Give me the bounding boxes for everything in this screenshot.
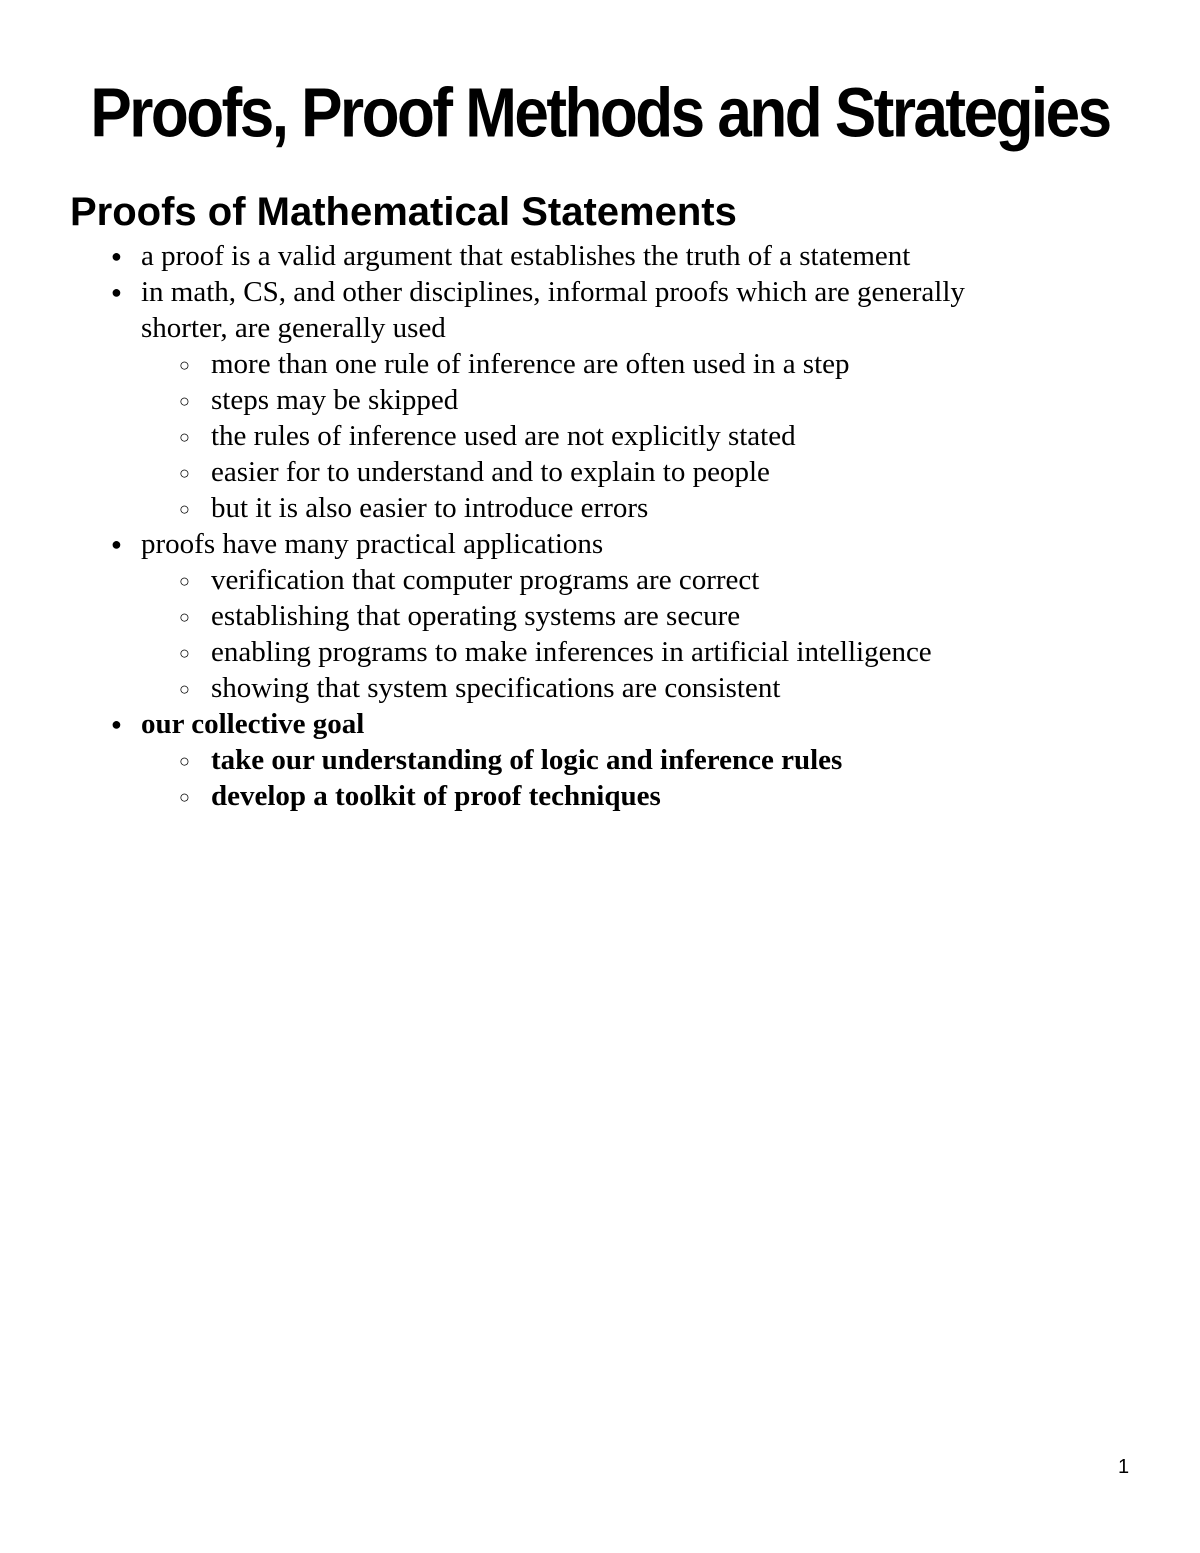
hollow-bullet-icon: ○ bbox=[179, 643, 190, 663]
filled-bullet-icon: ● bbox=[111, 282, 122, 302]
list-item-text: in math, CS, and other disciplines, informal proofs which are generally shorter, are generally used bbox=[141, 276, 965, 344]
hollow-bullet-icon: ○ bbox=[179, 463, 190, 483]
page-number: 1 bbox=[1118, 1456, 1130, 1478]
sub-list-item bbox=[0, 670, 1200, 706]
hollow-bullet-icon: ○ bbox=[179, 499, 190, 519]
sub-list-item-text: verification that computer programs are correct bbox=[211, 564, 760, 596]
list-item bbox=[0, 526, 1041, 562]
section-heading: Proofs of Mathematical Statements bbox=[70, 190, 737, 234]
list-item bbox=[0, 238, 1041, 274]
sub-list-item-text: enabling programs to make inferences in artificial intelligence bbox=[211, 636, 932, 668]
list-item bbox=[0, 274, 1041, 346]
hollow-bullet-icon: ○ bbox=[179, 355, 190, 375]
hollow-bullet-icon: ○ bbox=[179, 751, 190, 771]
hollow-bullet-icon: ○ bbox=[179, 391, 190, 411]
hollow-bullet-icon: ○ bbox=[179, 607, 190, 627]
sub-list-item-text: take our understanding of logic and inference rules bbox=[211, 744, 843, 776]
filled-bullet-icon: ● bbox=[111, 714, 122, 734]
sub-list-item bbox=[0, 454, 1200, 490]
sub-list-item bbox=[0, 634, 1200, 670]
sub-list-item-text: the rules of inference used are not explicitly stated bbox=[211, 420, 796, 452]
sub-list-item bbox=[0, 742, 1200, 778]
hollow-bullet-icon: ○ bbox=[179, 679, 190, 699]
bullet-list-container bbox=[0, 238, 1200, 814]
hollow-bullet-icon: ○ bbox=[179, 427, 190, 447]
document-title: Proofs, Proof Methods and Strategies bbox=[90, 74, 1110, 153]
sub-list-item bbox=[0, 490, 1200, 526]
sub-list-item-text: showing that system specifications are consistent bbox=[211, 672, 781, 704]
sub-list-item bbox=[0, 382, 1200, 418]
sub-list-item bbox=[0, 418, 1200, 454]
list-item-text: a proof is a valid argument that establishes the truth of a statement bbox=[141, 240, 911, 272]
filled-bullet-icon: ● bbox=[111, 246, 122, 266]
sub-list-item-text: establishing that operating systems are secure bbox=[211, 600, 741, 632]
sub-list-item-text: but it is also easier to introduce errors bbox=[211, 492, 649, 524]
list-item-text: our collective goal bbox=[141, 708, 365, 740]
sub-list-item bbox=[0, 346, 1200, 382]
sub-list-item bbox=[0, 778, 1200, 814]
sub-list-item bbox=[0, 598, 1200, 634]
hollow-bullet-icon: ○ bbox=[179, 571, 190, 591]
hollow-bullet-icon: ○ bbox=[179, 787, 190, 807]
filled-bullet-icon: ● bbox=[111, 534, 122, 554]
sub-list-item-text: easier for to understand and to explain to people bbox=[211, 456, 770, 488]
list-item bbox=[0, 706, 1041, 742]
sub-list-item-text: steps may be skipped bbox=[211, 384, 459, 416]
sub-list-item bbox=[0, 562, 1200, 598]
sub-list-item-text: more than one rule of inference are often used in a step bbox=[211, 348, 850, 380]
sub-list-item-text: develop a toolkit of proof techniques bbox=[211, 780, 661, 812]
main-bullet-list bbox=[0, 238, 1200, 814]
list-item-text: proofs have many practical applications bbox=[141, 528, 604, 560]
